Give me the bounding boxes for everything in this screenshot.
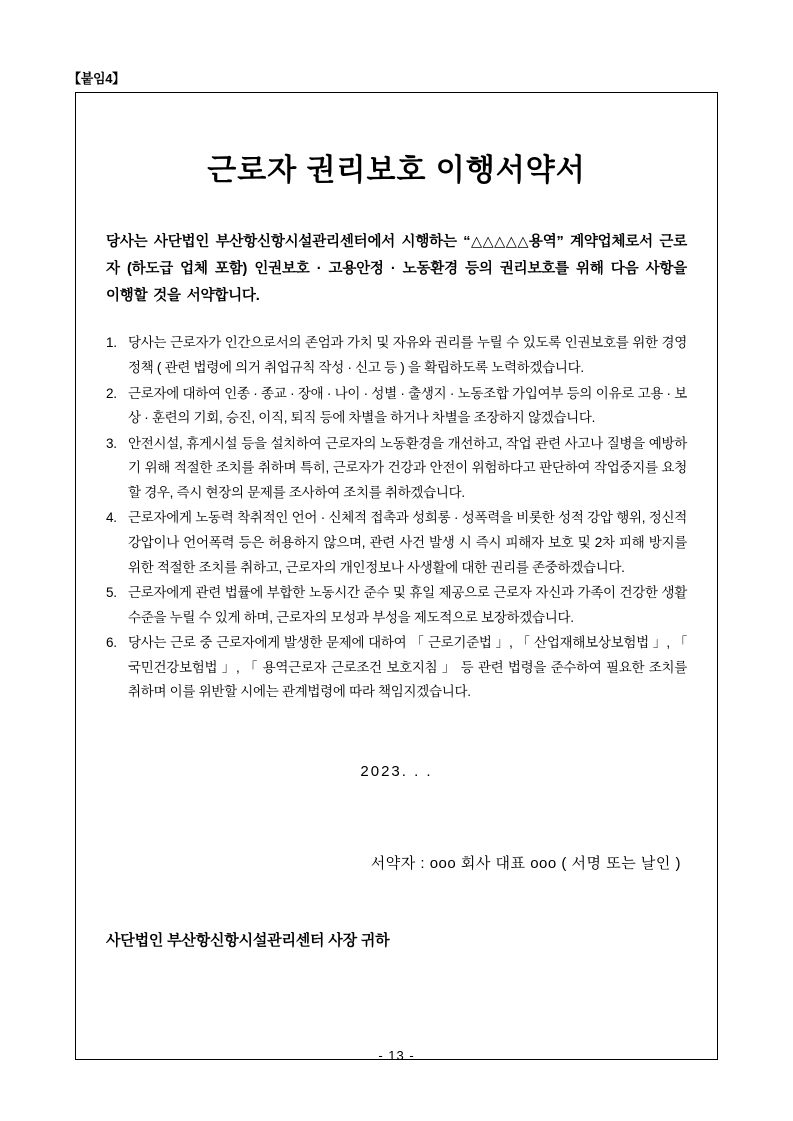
clause-text: 당사는 근로자가 인간으로서의 존엄과 가치 및 자유와 권리를 누릴 수 있도록 인권보호를 위한 경영정책 ( 관련 법령에 의거 취업규칙 작성 · 신고 등 ) 을 확립하도록 노력하겠습니다. [128, 335, 687, 375]
clause-number: 3. [106, 435, 117, 451]
list-item [106, 506, 687, 580]
attachment-tag: 【붙임4】 [68, 71, 125, 86]
recipient-line: 사단법인 부산항신항시설관리센터 사장 귀하 [106, 931, 390, 949]
list-item [106, 432, 687, 506]
list-item [106, 581, 687, 630]
clause-text: 근로자에게 노동력 착취적인 언어 · 신체적 접촉과 성희롱 · 성폭력을 비롯한 성적 강압 행위, 정신적 강압이나 언어폭력 등은 허용하지 않으며, 관련 사건 발생 시 즉시 피해자 보호 및 2차 피해 방지를 위한 적절한 조치를 취하고, 근로자의 개인정보나 사생활에 대한 권리를 존중하겠습니다. [128, 510, 687, 575]
clause-number: 2. [106, 385, 117, 401]
pledge-document-box [75, 92, 718, 1060]
clause-number: 1. [106, 335, 117, 351]
page-number: - 13 - [378, 1048, 415, 1063]
clause-text: 근로자에게 관련 법률에 부합한 노동시간 준수 및 휴일 제공으로 근로자 자신과 가족이 건강한 생활수준을 누릴 수 있게 하며, 근로자의 모성과 부성을 제도적으로 보장하겠습니다. [128, 585, 687, 625]
clause-number: 6. [106, 635, 117, 651]
clause-number: 4. [106, 510, 117, 526]
clause-list [106, 331, 687, 704]
clause-text: 근로자에 대하여 인종 · 종교 · 장애 · 나이 · 성별 · 출생지 · 노동조합 가입여부 등의 이유로 고용 · 보상 · 훈련의 기회, 승진, 이직, 퇴직 등에 차별을 하거나 차별을 조장하지 않겠습니다. [128, 385, 687, 426]
list-item [106, 382, 687, 431]
clause-text: 당사는 근로 중 근로자에게 발생한 문제에 대하여 「 근로기준법 」, 「 산업재해보상보험법 」, 「 국민건강보험법 」, 「 용역근로자 근로조건 보호지침 」 등 관련 법령을 준수하여 필요한 조치를 취하며 이를 위반할 시에는 관계법령에 따라 책임지겠습니다. [128, 635, 687, 700]
preamble-paragraph: 당사는 사단법인 부산항신항시설관리센터에서 시행하는 “△△△△△용역” 계약업체로서 근로자 (하도급 업체 포함) 인권보호 · 고용안정 · 노동환경 등의 권리보호를 위해 다음 사항을 이행할 것을 서약합니다. [106, 234, 687, 304]
clause-text: 안전시설, 휴게시설 등을 설치하여 근로자의 노동환경을 개선하고, 작업 관련 사고나 질병을 예방하기 위해 적절한 조치를 취하며 특히, 근로자가 건강과 안전이 위험하다고 판단하여 작업중지를 요청 할 경우, 즉시 현장의 문제를 조사하여 조치를 취하겠습니다. [128, 435, 687, 500]
list-item [106, 331, 687, 380]
list-item [106, 631, 687, 705]
signature-line: 서약자 : ooo 회사 대표 ooo ( 서명 또는 날인 ) [370, 854, 681, 872]
date-line: 2023. . . [360, 762, 433, 780]
clause-number: 5. [106, 585, 117, 601]
page-title: 근로자 권리보호 이행서약서 [207, 154, 586, 187]
